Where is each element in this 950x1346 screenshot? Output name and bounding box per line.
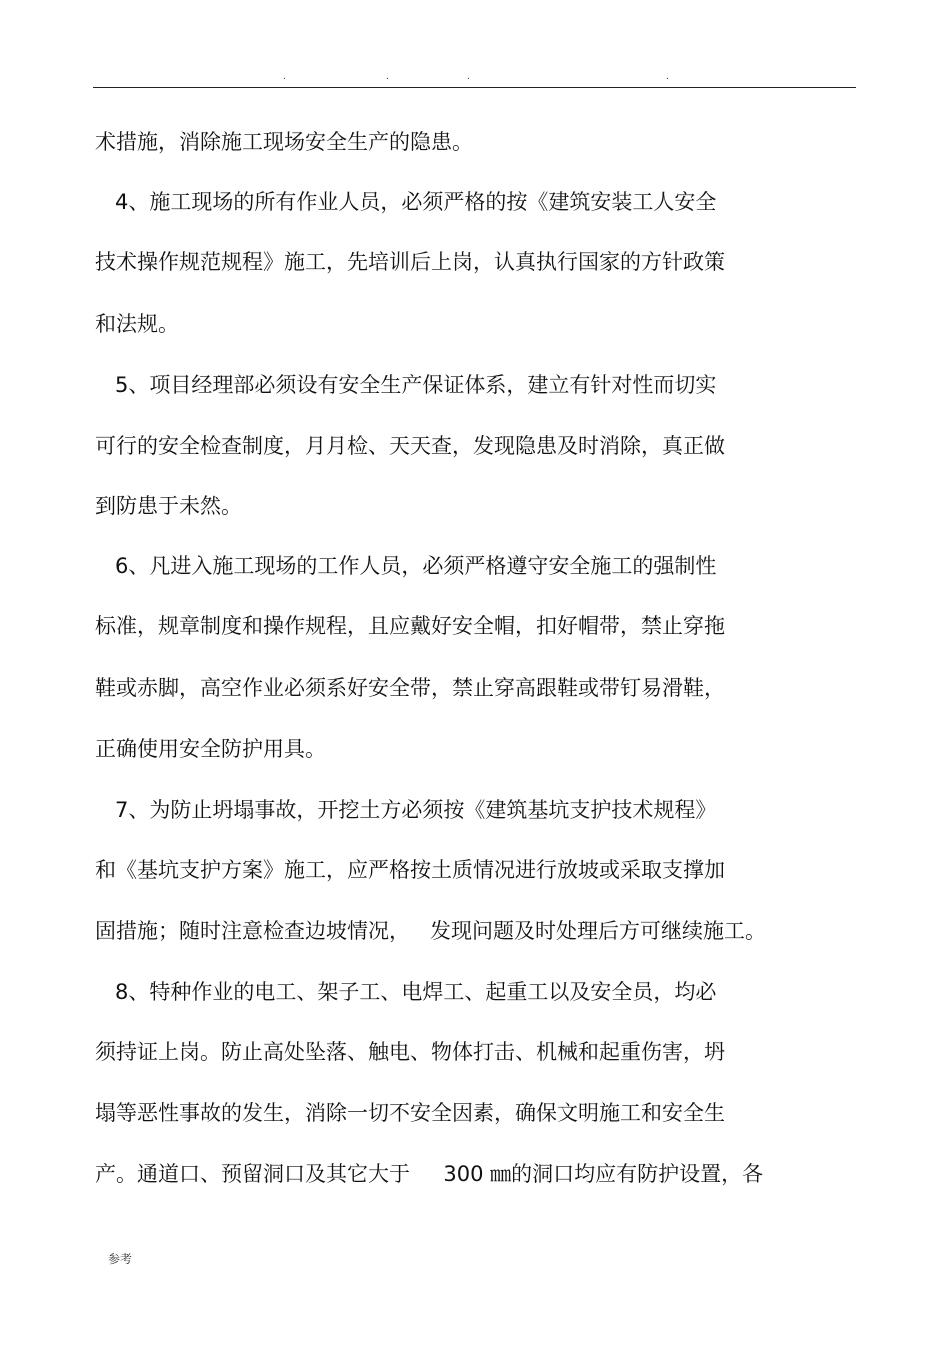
text-line: 产。通道口、预留洞口及其它大于 300 ㎜的洞口均应有防护设置，各 bbox=[95, 1162, 764, 1186]
text-line: 8、特种作业的电工、架子工、电焊工、起重工以及安全员，均必 bbox=[95, 980, 717, 1004]
text-line: 到防患于未然。 bbox=[95, 494, 242, 518]
text-line: 5、项目经理部必须设有安全生产保证体系，建立有针对性而切实 bbox=[95, 373, 717, 397]
header-rule bbox=[93, 87, 856, 88]
text-line: 7、为防止坍塌事故，开挖土方必须按《建筑基坑支护技术规程》 bbox=[95, 798, 717, 822]
text-line: 术措施，消除施工现场安全生产的隐患。 bbox=[95, 130, 473, 154]
header-dot: . bbox=[386, 72, 389, 82]
text-line: 固措施；随时注意检查边坡情况， 发现问题及时处理后方可继续施工。 bbox=[95, 919, 767, 943]
text-line: 技术操作规范规程》施工，先培训后上岗，认真执行国家的方针政策 bbox=[95, 250, 725, 274]
text-line: 须持证上岗。防止高处坠落、触电、物体打击、机械和起重伤害，坍 bbox=[95, 1040, 725, 1064]
text-line: 鞋或赤脚，高空作业必须系好安全带，禁止穿高跟鞋或带钉易滑鞋， bbox=[95, 676, 725, 700]
header-dot: . bbox=[666, 72, 669, 82]
page-footer-label: 参考 bbox=[108, 1252, 133, 1266]
header-dot: . bbox=[283, 72, 286, 82]
text-line: 6、凡进入施工现场的工作人员，必须严格遵守安全施工的强制性 bbox=[95, 554, 717, 578]
text-line: 标准，规章制度和操作规程，且应戴好安全帽，扣好帽带，禁止穿拖 bbox=[95, 614, 725, 638]
text-line: 4、施工现场的所有作业人员，必须严格的按《建筑安装工人安全 bbox=[95, 190, 717, 214]
text-line: 可行的安全检查制度，月月检、天天查，发现隐患及时消除，真正做 bbox=[95, 434, 725, 458]
text-line: 和法规。 bbox=[95, 312, 179, 336]
text-line: 塌等恶性事故的发生，消除一切不安全因素，确保文明施工和安全生 bbox=[95, 1101, 725, 1125]
text-line: 和《基坑支护方案》施工，应严格按土质情况进行放坡或采取支撑加 bbox=[95, 858, 725, 882]
header-dot: . bbox=[467, 72, 470, 82]
page-header bbox=[0, 70, 950, 84]
text-line: 正确使用安全防护用具。 bbox=[95, 737, 326, 761]
